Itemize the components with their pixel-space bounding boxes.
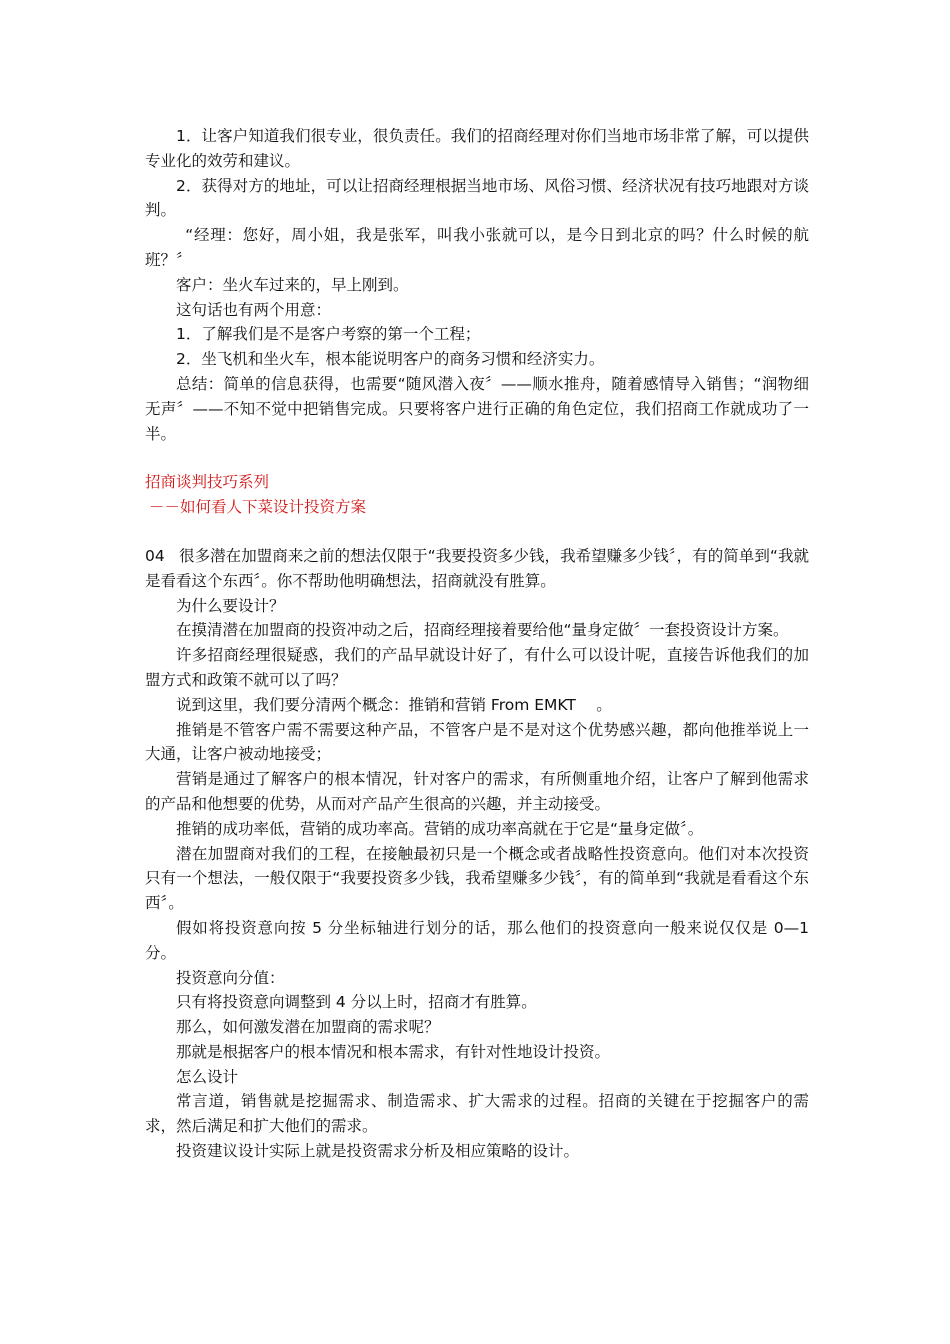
paragraph: 假如将投资意向按 5 分坐标轴进行划分的话，那么他们的投资意向一般来说仅仅是 0—1 分。: [145, 918, 809, 962]
paragraph: 常言道，销售就是挖掘需求、制造需求、扩大需求的过程。招商的关键在于挖掘客户的需求，然后满足和扩大他们的需求。: [145, 1092, 809, 1136]
paragraph: 这句话也有两个用意：: [176, 300, 332, 319]
section-title: 招商谈判技巧系列: [145, 473, 270, 492]
paragraph: 那么，如何激发潜在加盟商的需求呢？: [176, 1018, 440, 1037]
paragraph: 1．了解我们是不是客户考察的第一个工程；: [176, 325, 481, 344]
paragraph-summary: 总结：简单的信息获得，也需要“随风潜入夜〞——顺水推舟，随着感情导入销售；“润物细无声〞——不知不觉中把销售完成。只要将客户进行正确的角色定位，我们招商工作就成功了一半。: [145, 374, 809, 443]
paragraph: 只有将投资意向调整到 4 分以上时，招商才有胜算。: [176, 993, 537, 1012]
document-page: [145, 124, 809, 1164]
section-subtitle: －－如何看人下菜设计投资方案: [149, 498, 367, 517]
paragraph: 说到这里，我们要分清两个概念：推销和营销 From EMKT 。: [176, 695, 612, 714]
paragraph: 怎么设计: [176, 1067, 239, 1086]
paragraph: 许多招商经理很疑惑，我们的产品早就设计好了，有什么可以设计呢，直接告诉他我们的加盟方式和政策不就可以了吗？: [145, 646, 809, 689]
paragraph: 在摸清潜在加盟商的投资冲动之后，招商经理接着要给他“量身定做〞一套投资设计方案。: [176, 621, 789, 640]
paragraph: 推销的成功率低，营销的成功率高。营销的成功率高就在于它是“量身定做〞。: [176, 819, 704, 838]
paragraph: 那就是根据客户的根本情况和根本需求，有针对性地设计投资。: [176, 1042, 611, 1061]
paragraph: 为什么要设计？: [176, 596, 285, 615]
paragraph: 2．坐飞机和坐火车，根本能说明客户的商务习惯和经济实力。: [176, 350, 605, 369]
lead-paragraph: [145, 544, 809, 594]
paragraph: 客户：坐火车过来的，早上刚到。: [176, 275, 409, 294]
lead-number: 04: [145, 546, 165, 565]
paragraph-quote: “经理：您好，周小姐，我是张军，叫我小张就可以，是今日到北京的吗？什么时候的航班？〞: [145, 226, 809, 269]
paragraph: 2．获得对方的地址，可以让招商经理根据当地市场、风俗习惯、经济状况有技巧地跟对方谈判。: [145, 176, 809, 220]
paragraph: 1．让客户知道我们很专业，很负责任。我们的招商经理对你们当地市场非常了解，可以提供专业化的效劳和建议。: [145, 127, 809, 170]
paragraph: 推销是不管客户需不需要这种产品，不管客户是不是对这个优势感兴趣，都向他推举说上一大通，让客户被动地接受；: [145, 720, 809, 764]
paragraph: 营销是通过了解客户的根本情况，针对客户的需求，有所侧重地介绍，让客户了解到他需求的产品和他想要的优势，从而对产品产生很高的兴趣，并主动接受。: [145, 770, 809, 813]
paragraph: 投资建议设计实际上就是投资需求分析及相应策略的设计。: [176, 1142, 580, 1161]
lead-text: 很多潜在加盟商来之前的想法仅限于“我要投资多少钱，我希望赚多少钱〞，有的简单到“我就是看看这个东西〞。你不帮助他明确想法，招商就没有胜算。: [145, 546, 809, 590]
paragraph: 投资意向分值：: [176, 968, 285, 987]
paragraph: 潜在加盟商对我们的工程，在接触最初只是一个概念或者战略性投资意向。他们对本次投资只有一个想法，一般仅限于“我要投资多少钱，我希望赚多少钱〞，有的简单到“我就是看看这个东西〞。: [145, 844, 809, 913]
